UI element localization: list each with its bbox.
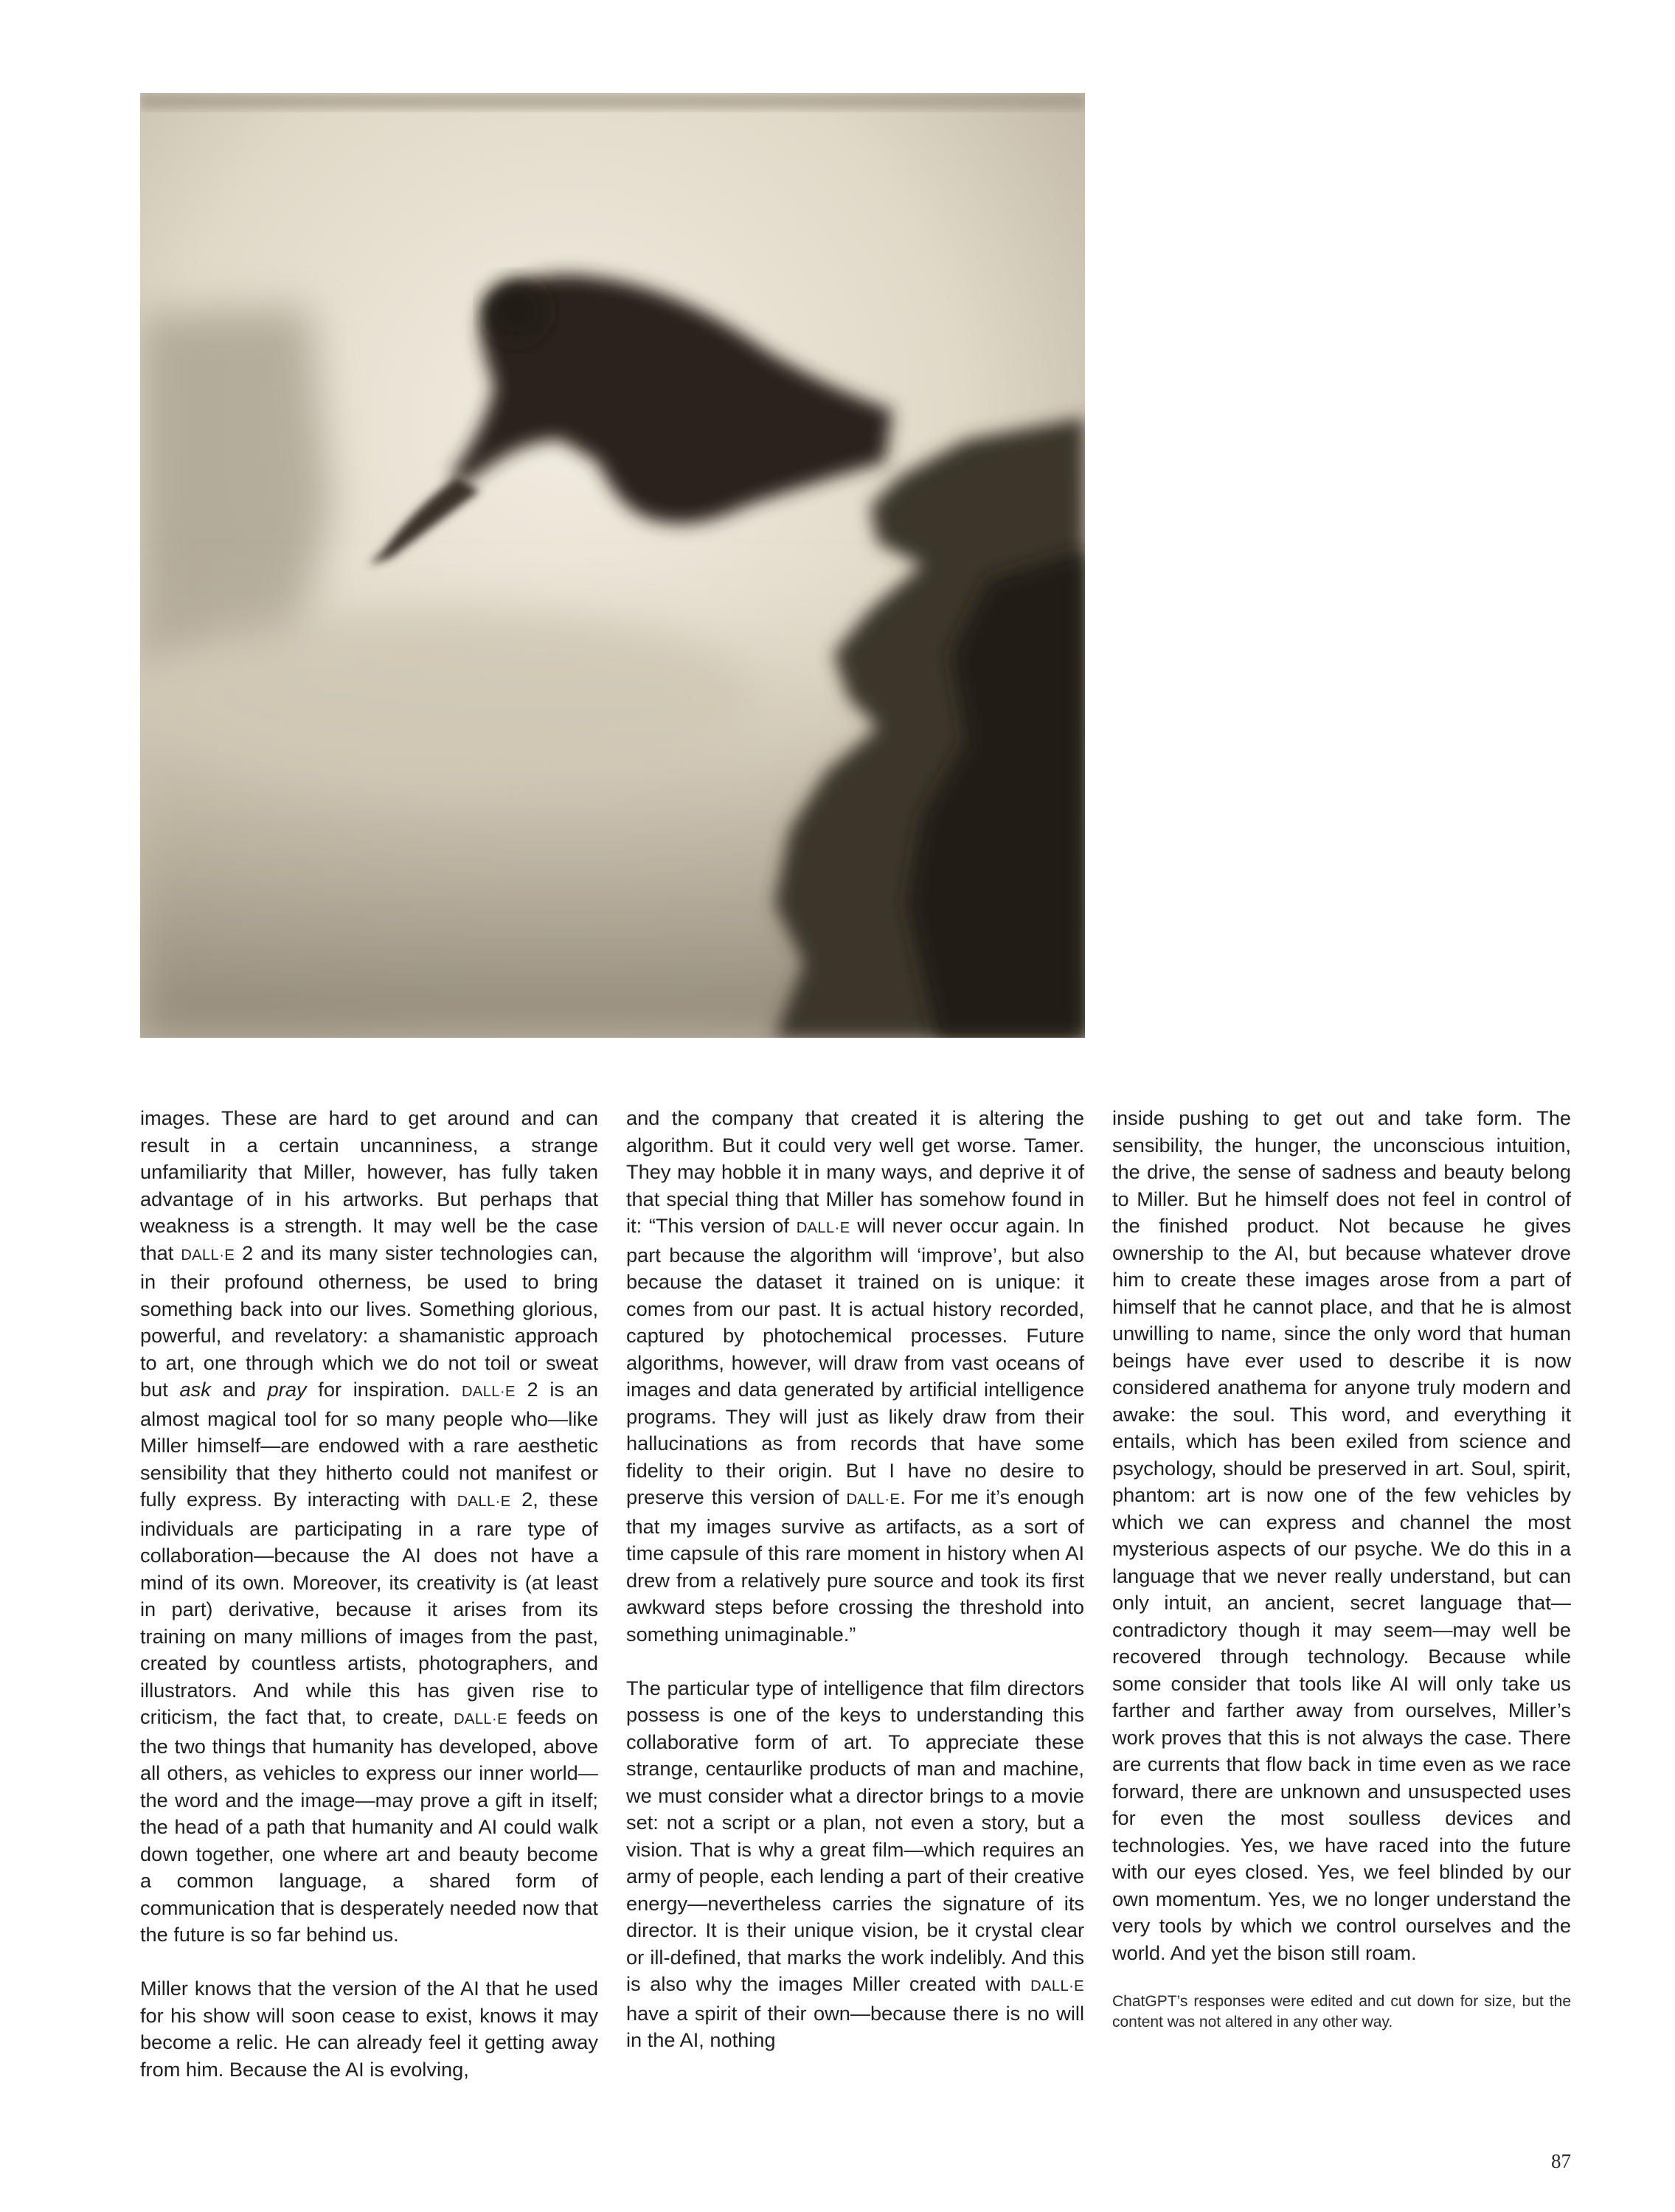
article-photo bbox=[140, 93, 1085, 1038]
footnote: ChatGPT’s responses were edited and cut down for size, but the content was not altered in any other way. bbox=[1112, 1993, 1571, 2031]
article-paragraph: and the company that created it is altering the algorithm. But it could very well get worse. Tamer. They may hobble it in many ways, and deprive it of that special thing that Miller has somehow found in it: “This version of DALL·E will never occur again. In part because the algorithm will ‘improve’, but also because the dataset it trained on is unique: it comes from our past. It is actual history recorded, captured by photochemical processes. Future algorithms, however, will draw from vast oceans of images and data generated by artificial intelligence programs. They will just as likely draw from their hallucinations as from records that have some fidelity to their origin. But I have no desire to preserve this version of DALL·E. For me it’s enough that my images survive as artifacts, as a sort of time capsule of this rare moment in history when AI drew from a relatively pure source and took its first awkward steps before crossing the threshold into something unimaginable.” bbox=[626, 1106, 1085, 1646]
page-number: 87 bbox=[1551, 2150, 1571, 2172]
article-paragraph: The particular type of intelligence that film directors possess is one of the keys to understanding this collaborative form of art. To appreciate these strange, centaurlike products of man and machine, we must consider what a director brings to a movie set: not a script or a plan, not even a story, but a vision. That is why a great film—which requires an army of people, each lending a part of their creative energy—nevertheless carries the signature of its director. It is their unique vision, be it crystal clear or ill-defined, that marks the work indelibly. And this is also why the images Miller created with DALL·E have a spirit of their own—because there is no will in the AI, nothing bbox=[626, 1676, 1084, 2051]
article-paragraph: Miller knows that the version of the AI that he used for his show will soon cease to exist, knows it may become a relic. He can already feel it getting away from him. Because the AI is evolving, bbox=[140, 1977, 598, 2081]
article-column-1 bbox=[140, 1105, 598, 2083]
article-column-3 bbox=[1112, 1105, 1571, 1966]
article-paragraph: images. These are hard to get around and can result in a certain uncanniness, a strange unfamiliarity that Miller, however, has fully taken advantage of in his artworks. But perhaps that weakness is a strength. It may well be the case that DALL·E 2 and its many sister technologies can, in their profound otherness, be used to bring something back into our lives. Something glorious, powerful, and revelatory: a shamanistic approach to art, one through which we do not toil or sweat but ask and pray for inspiration. DALL·E 2 is an almost magical tool for so many people who—like Miller himself—are endowed with a rare aesthetic sensibility that they hitherto could not manifest or fully express. By interacting with DALL·E 2, these individuals are participating in a rare type of collaboration—because the AI does not have a mind of its own. Moreover, its creativity is (at least in part) derivative, because it arises from its training on many millions of images from the past, created by countless artists, photographers, and illustrators. And while this has given rise to criticism, the fact that, to create, DALL·E feeds on the two things that humanity has developed, above all others, as vehicles to express our inner world—the word and the image—may prove a gift in itself; the head of a path that humanity and AI could walk down together, one where art and beauty become a common language, a shared form of communication that is desperately needed now that the future is so far behind us. bbox=[140, 1106, 599, 1946]
article-paragraph: inside pushing to get out and take form. The sensibility, the hunger, the unconscious intuition, the drive, the sense of sadness and beauty belong to Miller. But he himself does not feel in control of the finished product. Not because he gives ownership to the AI, but because whatever drove him to create these images arose from a part of himself that he cannot place, and that he is almost unwilling to name, since the only word that human beings have ever used to describe it is now considered anathema for anyone truly modern and awake: the soul. This word, and everything it entails, which has been exiled from science and psychology, should be preserved in art. Soul, spirit, phantom: art is now one of the few vehicles by which we can express and channel the most mysterious aspects of our psyche. We do this in a language that we never really understand, but can only intuit, an ancient, secret language that—contradictory though it may seem—may well be recovered through technology. Because while some consider that tools like AI will only take us farther and farther away from ourselves, Miller’s work proves that this is not always the case. There are currents that flow back in time even as we race forward, there are unknown and unsuspected uses for even the most soulless devices and technologies. Yes, we have raced into the future with our eyes closed. Yes, we feel blinded by our own momentum. Yes, we no longer understand the very tools by which we control ourselves and the world. And yet the bison still roam. bbox=[1112, 1106, 1571, 1964]
photo-image bbox=[140, 93, 1085, 1038]
article-column-2 bbox=[626, 1105, 1084, 2054]
